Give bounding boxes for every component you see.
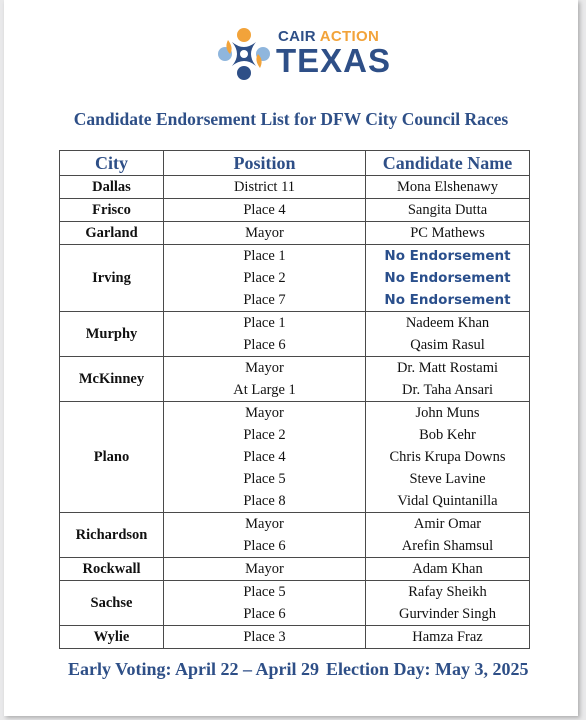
endorsement-table	[59, 150, 530, 649]
table-row	[60, 402, 530, 513]
table-row	[60, 176, 530, 199]
candidate-cell	[366, 626, 530, 649]
city-column-header: City	[60, 151, 164, 176]
cair-action-texas-logo	[214, 24, 394, 84]
position-text: Place 5	[243, 584, 286, 600]
candidate-name-text: Qasim Rasul	[410, 337, 485, 353]
city-cell: Richardson	[60, 513, 164, 558]
city-cell: Frisco	[60, 199, 164, 222]
document-page	[4, 0, 578, 716]
table-row	[60, 245, 530, 312]
position-text: Place 5	[243, 471, 286, 487]
position-text: Place 4	[243, 449, 286, 465]
city-cell: Plano	[60, 402, 164, 513]
table-header-row	[60, 151, 530, 176]
position-text: Place 6	[243, 606, 286, 622]
candidate-name-text: Amir Omar	[413, 516, 482, 532]
city-cell: Garland	[60, 222, 164, 245]
position-text: Place 3	[243, 629, 286, 645]
position-cell	[164, 199, 366, 222]
candidate-cell	[366, 558, 530, 581]
no-endorsement-text: No Endorsement	[384, 292, 511, 308]
city-cell: McKinney	[60, 357, 164, 402]
city-cell: Dallas	[60, 176, 164, 199]
position-text: Place 1	[243, 315, 286, 331]
table-body	[60, 176, 530, 649]
table-row	[60, 581, 530, 626]
candidate-cell	[366, 199, 530, 222]
candidate-name-text: Gurvinder Singh	[398, 606, 497, 622]
table-row	[60, 558, 530, 581]
table-row	[60, 222, 530, 245]
position-cell	[164, 357, 366, 402]
table-row	[60, 357, 530, 402]
position-cell	[164, 312, 366, 357]
candidate-name-text: Vidal Quintanilla	[397, 493, 498, 509]
document-title: Candidate Endorsement List for DFW City Council Races	[73, 109, 509, 129]
candidate-name-text: Rafay Sheikh	[408, 584, 487, 600]
position-text: Mayor	[245, 405, 284, 421]
position-text: Place 8	[243, 493, 286, 509]
position-text: Place 2	[243, 270, 286, 286]
city-cell: Rockwall	[60, 558, 164, 581]
position-text: Place 7	[243, 292, 286, 308]
logo-top-text: CAIR ACTION	[278, 28, 380, 45]
early-voting-dates: Early Voting: April 22 – April 29	[68, 659, 320, 679]
candidate-cell	[366, 222, 530, 245]
election-day-date: Election Day: May 3, 2025	[326, 659, 529, 679]
city-cell: Murphy	[60, 312, 164, 357]
candidate-name-text: Adam Khan	[412, 561, 483, 577]
table-row	[60, 199, 530, 222]
position-text: Mayor	[245, 225, 284, 241]
position-text: Place 6	[243, 337, 286, 353]
position-text: Place 4	[243, 202, 286, 218]
table-row	[60, 312, 530, 357]
candidate-name-text: Dr. Taha Ansari	[402, 382, 493, 398]
candidate-cell	[366, 245, 530, 312]
position-text: Place 1	[243, 248, 286, 264]
candidate-name-text: Hamza Fraz	[412, 629, 483, 645]
no-endorsement-text: No Endorsement	[384, 248, 511, 264]
logo-main-text: TEXAS	[276, 42, 392, 79]
candidate-name-text: Chris Krupa Downs	[389, 449, 506, 465]
candidate-name-text: John Muns	[415, 405, 480, 421]
city-cell: Wylie	[60, 626, 164, 649]
candidate-name-text: Dr. Matt Rostami	[396, 360, 499, 376]
candidate-cell	[366, 402, 530, 513]
position-text: District 11	[233, 179, 296, 195]
position-cell	[164, 626, 366, 649]
position-text: Place 6	[243, 538, 286, 554]
position-cell	[164, 245, 366, 312]
position-cell	[164, 222, 366, 245]
candidate-column-header: Candidate Name	[366, 151, 530, 176]
position-cell	[164, 513, 366, 558]
position-cell	[164, 402, 366, 513]
logo-emblem-icon	[214, 24, 274, 84]
no-endorsement-text: No Endorsement	[384, 270, 511, 286]
position-text: Mayor	[245, 561, 284, 577]
candidate-name-text: Nadeem Khan	[405, 315, 490, 331]
candidate-cell	[366, 581, 530, 626]
candidate-name-text: Arefin Shamsul	[401, 538, 494, 554]
candidate-name-text: Bob Kehr	[419, 427, 476, 443]
candidate-cell	[366, 513, 530, 558]
position-text: At Large 1	[233, 382, 296, 398]
candidate-name-text: Sangita Dutta	[407, 202, 488, 218]
position-text: Place 2	[243, 427, 286, 443]
position-cell	[164, 581, 366, 626]
city-cell: Irving	[60, 245, 164, 312]
city-cell: Sachse	[60, 581, 164, 626]
position-cell	[164, 176, 366, 199]
candidate-cell	[366, 312, 530, 357]
candidate-name-text: Mona Elshenawy	[396, 179, 499, 195]
candidate-name-text: PC Mathews	[410, 225, 485, 241]
candidate-cell	[366, 357, 530, 402]
table-row	[60, 513, 530, 558]
candidate-name-text: Steve Lavine	[409, 471, 486, 487]
candidate-cell	[366, 176, 530, 199]
position-cell	[164, 558, 366, 581]
table-row	[60, 626, 530, 649]
position-column-header: Position	[164, 151, 366, 176]
position-text: Mayor	[245, 516, 284, 532]
position-text: Mayor	[245, 360, 284, 376]
